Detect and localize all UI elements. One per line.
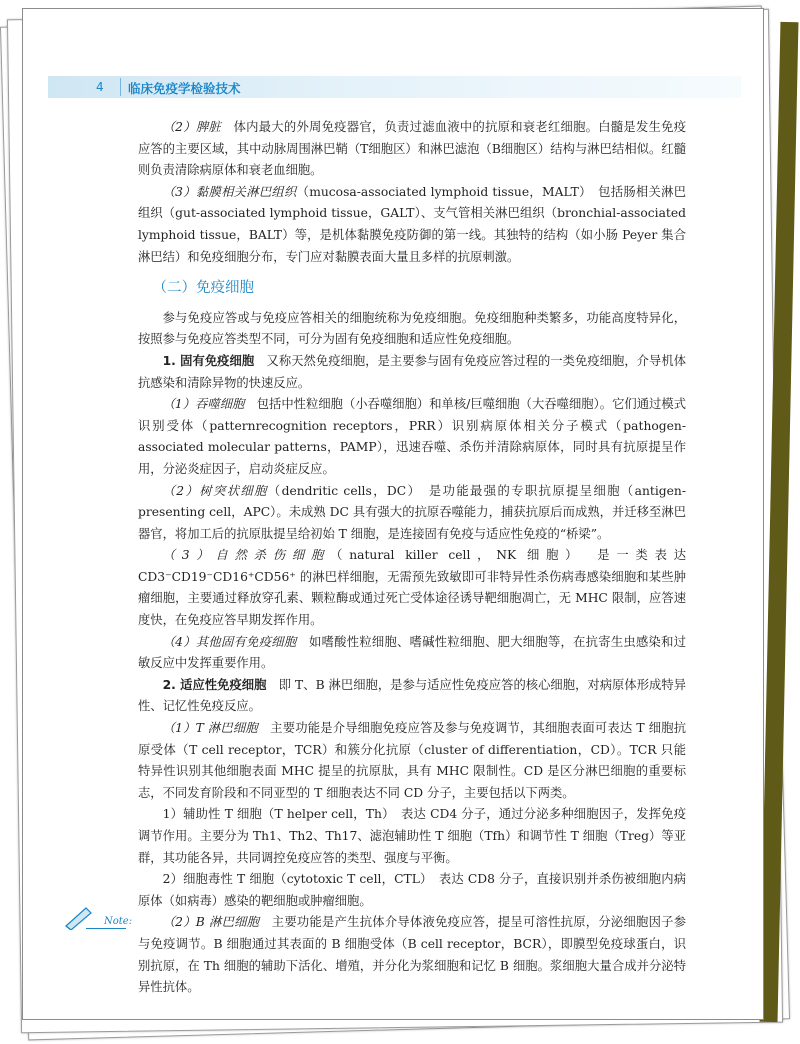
note-underline bbox=[86, 928, 126, 929]
paragraph bbox=[138, 804, 686, 869]
paragraph-text: 2）细胞毒性 T 细胞（cytotoxic T cell，CTL） 表达 CD8 分子，直接识别并杀伤被细胞内病原体（如病毒）感染的靶细胞或肿瘤细胞。 bbox=[138, 872, 686, 908]
paragraph-text: 参与免疫应答或与免疫应答相关的细胞统称为免疫细胞。免疫细胞种类繁多，功能高度特异化，按照参与免疫应答类型不同，可分为固有免疫细胞和适应性免疫细胞。 bbox=[138, 310, 686, 347]
paragraph bbox=[138, 182, 686, 268]
paragraph-text: （dendritic cells，DC） 是功能最强的专职抗原提呈细胞（antigen-presenting cell，APC）。未成熟 DC 具有强大的抗原吞噬能力，捕获抗原后而成熟，并迁移至淋巴器官，将加工后的抗原肽提呈给初始 T 细胞，是连接固有免疫与适应性免疫的“桥梁”。 bbox=[138, 483, 687, 541]
page-number: 4 bbox=[96, 80, 104, 94]
paragraph-lead: （2）脾脏 bbox=[162, 120, 221, 134]
paragraph-lead: （2）树突状细胞 bbox=[162, 483, 268, 498]
paragraph-lead: （3）黏膜相关淋巴组织 bbox=[162, 184, 297, 199]
paragraph-lead: 2. 适应性免疫细胞 bbox=[162, 677, 267, 692]
paragraph-text: 体内最大的外周免疫器官，负责过滤血液中的抗原和衰老红细胞。白髓是发生免疫应答的主要区域，其中动脉周围淋巴鞘（T细胞区）和淋巴滤泡（B细胞区）结构与淋巴结相似。红髓则负责清除病原体和衰老血细胞。 bbox=[138, 120, 686, 178]
note-label: Note: bbox=[104, 916, 133, 927]
paragraph bbox=[138, 545, 686, 631]
header-divider bbox=[120, 78, 121, 96]
paragraph bbox=[138, 718, 686, 804]
paragraph-text: 包括中性粒细胞（小吞噬细胞）和单核/巨噬细胞（大吞噬细胞）。它们通过模式识别受体（patternrecognition receptors，PRR）识别病原体相关分子模式（pathogen-associated molecular patterns，PAMP），迅速吞噬、杀伤并清除病原体，同时具有抗原提呈作用，分泌炎症因子，启动炎症反应。 bbox=[138, 397, 687, 476]
body-text bbox=[138, 117, 686, 999]
paragraph-text: （natural killer cell，NK 细胞） 是一类表达 CD3⁻CD19⁻CD16⁺CD56⁺ 的淋巴样细胞，无需预先致敏即可非特异性杀伤病毒感染细胞和某些肿瘤细胞，主要通过释放穿孔素、颗粒酶或通过死亡受体途径诱导靶细胞凋亡，无 MHC 限制，应答速度快，在免疫应答早期发挥作用。 bbox=[138, 548, 686, 628]
paragraph bbox=[138, 869, 686, 912]
pencil-icon bbox=[64, 904, 104, 930]
paragraph bbox=[138, 351, 686, 394]
paragraph bbox=[138, 675, 686, 718]
paragraph-text: （mucosa-associated lymphoid tissue，MALT） 包括肠相关淋巴组织（gut-associated lymphoid tissue，GALT）、支气管相关淋巴组织（bronchial-associated lymphoid tissue，BALT）等，是机体黏膜免疫防御的第一线。其独特的结构（如小肠 Peyer 集合淋巴结）和免疫细胞分布，专门应对黏膜表面大量且多样的抗原刺激。 bbox=[138, 184, 686, 264]
paragraph bbox=[138, 394, 686, 480]
paragraph bbox=[138, 632, 686, 675]
paragraph-text: 即 T、B 淋巴细胞，是参与适应性免疫应答的核心细胞，对病原体形成特异性、记忆性免疫反应。 bbox=[138, 677, 686, 714]
paragraph-lead: （3）自然杀伤细胞 bbox=[162, 548, 331, 563]
paragraph-text: 主要功能是产生抗体介导体液免疫应答，提呈可溶性抗原，分泌细胞因子参与免疫调节。B 细胞通过其表面的 B 细胞受体（B cell receptor，BCR），即膜型免疫球蛋白，识别抗原，在 Th 细胞的辅助下活化、增殖，并分化为浆细胞和记忆 B 细胞。浆细胞大量合成并分泌特异性抗体。 bbox=[138, 915, 686, 995]
paragraph-text: 主要功能是介导细胞免疫应答及参与免疫调节，其细胞表面可表达 T 细胞抗原受体（T cell receptor，TCR）和簇分化抗原（cluster of differentiation，CD）。TCR 只能特异性识别其他细胞表面 MHC 提呈的抗原肽，具有 MHC 限制性。CD 是区分淋巴细胞的重要标志，不同发育阶段和不同亚型的 T 细胞表达不同 CD 分子，主要包括以下两类。 bbox=[138, 721, 686, 800]
paragraph-text: 1）辅助性 T 细胞（T helper cell，Th） 表达 CD4 分子，通过分泌多种细胞因子，发挥免疫调节作用。主要分为 Th1、Th2、Th17、滤泡辅助性 T 细胞（Tfh）和调节性 T 细胞（Treg）等亚群，其功能各异，共同调控免疫应答的类型、强度与平衡。 bbox=[138, 807, 686, 865]
paragraph-lead: （2）B 淋巴细胞 bbox=[162, 915, 260, 930]
paragraph bbox=[138, 481, 686, 546]
paragraph bbox=[138, 308, 686, 351]
paragraph-lead: 1. 固有免疫细胞 bbox=[162, 353, 255, 368]
section-heading: （二）免疫细胞 bbox=[152, 280, 254, 297]
paragraph-text: 又称天然免疫细胞，是主要参与固有免疫应答过程的一类免疫细胞，介导机体抗感染和清除异物的快速反应。 bbox=[138, 353, 686, 390]
paragraph-lead: （1）吞噬细胞 bbox=[162, 397, 245, 412]
paragraph bbox=[138, 912, 686, 998]
paragraph-lead: （4）其他固有免疫细胞 bbox=[162, 634, 297, 649]
paragraph-text: 如嗜酸性粒细胞、嗜碱性粒细胞、肥大细胞等，在抗寄生虫感染和过敏反应中发挥重要作用。 bbox=[138, 634, 686, 671]
running-header-title: 临床免疫学检验技术 bbox=[128, 81, 241, 96]
paragraph bbox=[138, 117, 686, 182]
paragraph-lead: （1）T 淋巴细胞 bbox=[162, 721, 258, 736]
